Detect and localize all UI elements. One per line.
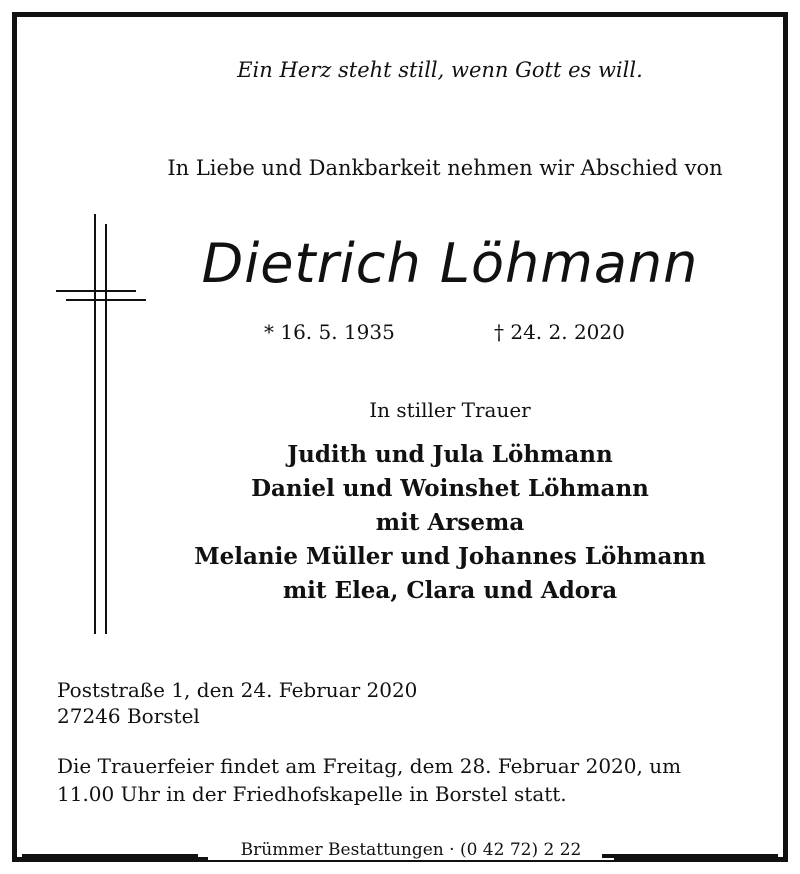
footer [22, 840, 778, 860]
intro-text: In Liebe und Dankbarkeit nehmen wir Abschied von [167, 156, 723, 180]
mourners-list [130, 438, 770, 608]
footer-text: Brümmer Bestattungen · (0 42 72) 2 22 [208, 840, 614, 860]
notice-frame [12, 12, 788, 862]
death-date: † 24. 2. 2020 [494, 320, 625, 344]
address-line: Poststraße 1, den 24. Februar 2020 [57, 678, 418, 702]
mourner-line: Judith und Jula Löhmann [287, 441, 613, 468]
service-notice [57, 752, 681, 808]
postal-line: 27246 Borstel [57, 704, 200, 728]
birth-date: * 16. 5. 1935 [264, 320, 395, 344]
service-line: Die Trauerfeier findet am Freitag, dem 28. Februar 2020, um [57, 754, 682, 778]
mourning-line: In stiller Trauer [369, 398, 531, 422]
footer-divider-left [22, 854, 198, 858]
mourner-line: mit Elea, Clara und Adora [282, 577, 618, 604]
mourner-line: mit Arsema [375, 509, 525, 536]
address-block [57, 677, 417, 729]
motto: Ein Herz steht still, wenn Gott es will. [237, 58, 643, 82]
footer-divider-right [602, 854, 778, 858]
service-line: 11.00 Uhr in der Friedhofskapelle in Borstel statt. [57, 782, 567, 806]
mourner-line: Melanie Müller und Johannes Löhmann [194, 543, 706, 570]
deceased-name: Dietrich Löhmann [201, 232, 699, 295]
mourner-line: Daniel und Woinshet Löhmann [251, 475, 649, 502]
